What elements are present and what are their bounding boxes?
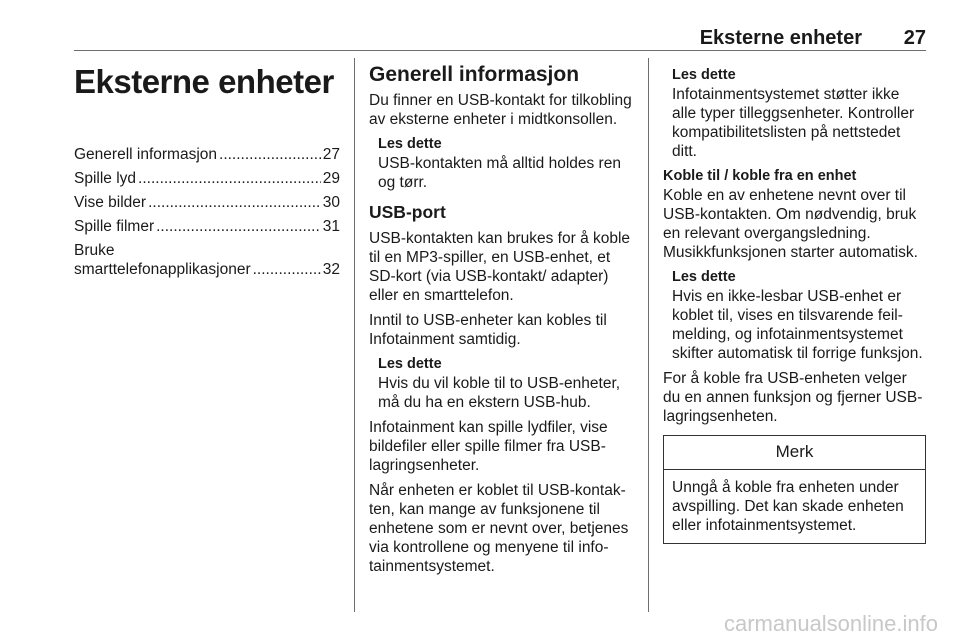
toc-entry-page: 32 (322, 261, 340, 278)
toc-column (74, 62, 340, 284)
paragraph: For å koble fra USB-enheten velger du en annen funksjon og fjerner USB-lagringsenheten. (663, 370, 923, 425)
note-title: Les dette (378, 136, 442, 152)
column-divider-2 (648, 58, 649, 612)
subsection-heading: USB-port (369, 202, 446, 222)
paragraph: Inntil to USB-enheter kan kobles til Infotainment samtidig. (369, 312, 607, 348)
note-title: Les dette (672, 269, 736, 285)
toc-entry-page: 27 (322, 146, 340, 163)
note-text: Infotainmentsystemet støtter ikke alle typer tilleggsenheter. Kontroller kompatibilitetslisten på nettstedet ditt. (672, 86, 915, 160)
paragraph: Når enheten er koblet til USB-kontakten, kan mange av funksjonene til enhetene som er nevnt over, betjenes via kontrollene og menyene til infotainmentsystemet. (369, 482, 629, 575)
toc-leader (219, 145, 321, 164)
content-column-2 (369, 62, 634, 582)
caution-box (663, 435, 926, 544)
toc-entry-title-line2: smarttelefonapplikasjoner (74, 261, 251, 278)
note-block (663, 66, 926, 161)
toc-entry[interactable] (74, 193, 340, 212)
toc-leader (253, 260, 321, 279)
intro-paragraph: Du finner en USB-kontakt for tilkobling av eksterne enheter i midtkonsollen. (369, 92, 632, 128)
toc-entry-title-line1: Bruke (74, 242, 115, 259)
toc-entry-page: 30 (322, 194, 340, 211)
caution-box-text: Unngå å koble fra enheten under avspilling. Det kan skade enheten eller infotainmentsystemet. (672, 479, 904, 534)
page-header (74, 26, 926, 51)
toc-entry-page: 29 (322, 170, 340, 187)
page-number: 27 (903, 27, 926, 49)
toc-entry[interactable] (74, 217, 340, 236)
paragraph: USB-kontakten kan brukes for å koble til en MP3-spiller, en USB-enhet, et SD-kort (via USB-kontakt/ adapter) eller en smarttelefon. (369, 230, 631, 304)
section-heading: Generell informasjon (369, 63, 580, 86)
note-text: Hvis du vil koble til to USB-enheter, må du ha en ekstern USB-hub. (378, 375, 621, 411)
note-text: Hvis en ikke-lesbar USB-enhet er koblet til, vises en tilsvarende feilmelding, og infotainmentsystemet skifter automatisk til forrige funksjon. (672, 288, 923, 362)
toc-entry-title: Generell informasjon (74, 146, 218, 163)
note-title: Les dette (378, 356, 442, 372)
toc-entry-title: Vise bilder (74, 194, 147, 211)
toc-leader (138, 169, 321, 188)
note-text: USB-kontakten må alltid holdes ren og tørr. (378, 155, 621, 191)
toc-leader (148, 193, 321, 212)
note-block (663, 268, 926, 363)
note-block (369, 355, 634, 412)
note-title: Les dette (672, 67, 736, 83)
watermark: carmanualsonline.info (723, 611, 938, 636)
chapter-title: Eksterne enheter (74, 63, 334, 100)
content-column-3 (663, 62, 926, 544)
toc-leader (156, 217, 321, 236)
header-title: Eksterne enheter (699, 27, 862, 49)
column-divider-1 (354, 58, 355, 612)
toc-entry-title: Spille filmer (74, 218, 155, 235)
toc-entry-page: 31 (322, 218, 340, 235)
toc-entry[interactable] (74, 169, 340, 188)
paragraph: Infotainment kan spille lydfiler, vise bildefiler eller spille filmer fra USB-lagringsenheter. (369, 419, 608, 474)
toc-entry[interactable] (74, 145, 340, 164)
toc-entry-title: Spille lyd (74, 170, 137, 187)
paragraph: Koble en av enhetene nevnt over til USB-kontakten. Om nødvendig, bruk en relevant overgangsledning. Musikkfunksjonen starter automatisk. (663, 187, 918, 261)
caution-box-title: Merk (664, 436, 925, 470)
subheading: Koble til / koble fra en enhet (663, 168, 857, 184)
note-block (369, 135, 634, 192)
toc-entry[interactable] (74, 241, 340, 279)
